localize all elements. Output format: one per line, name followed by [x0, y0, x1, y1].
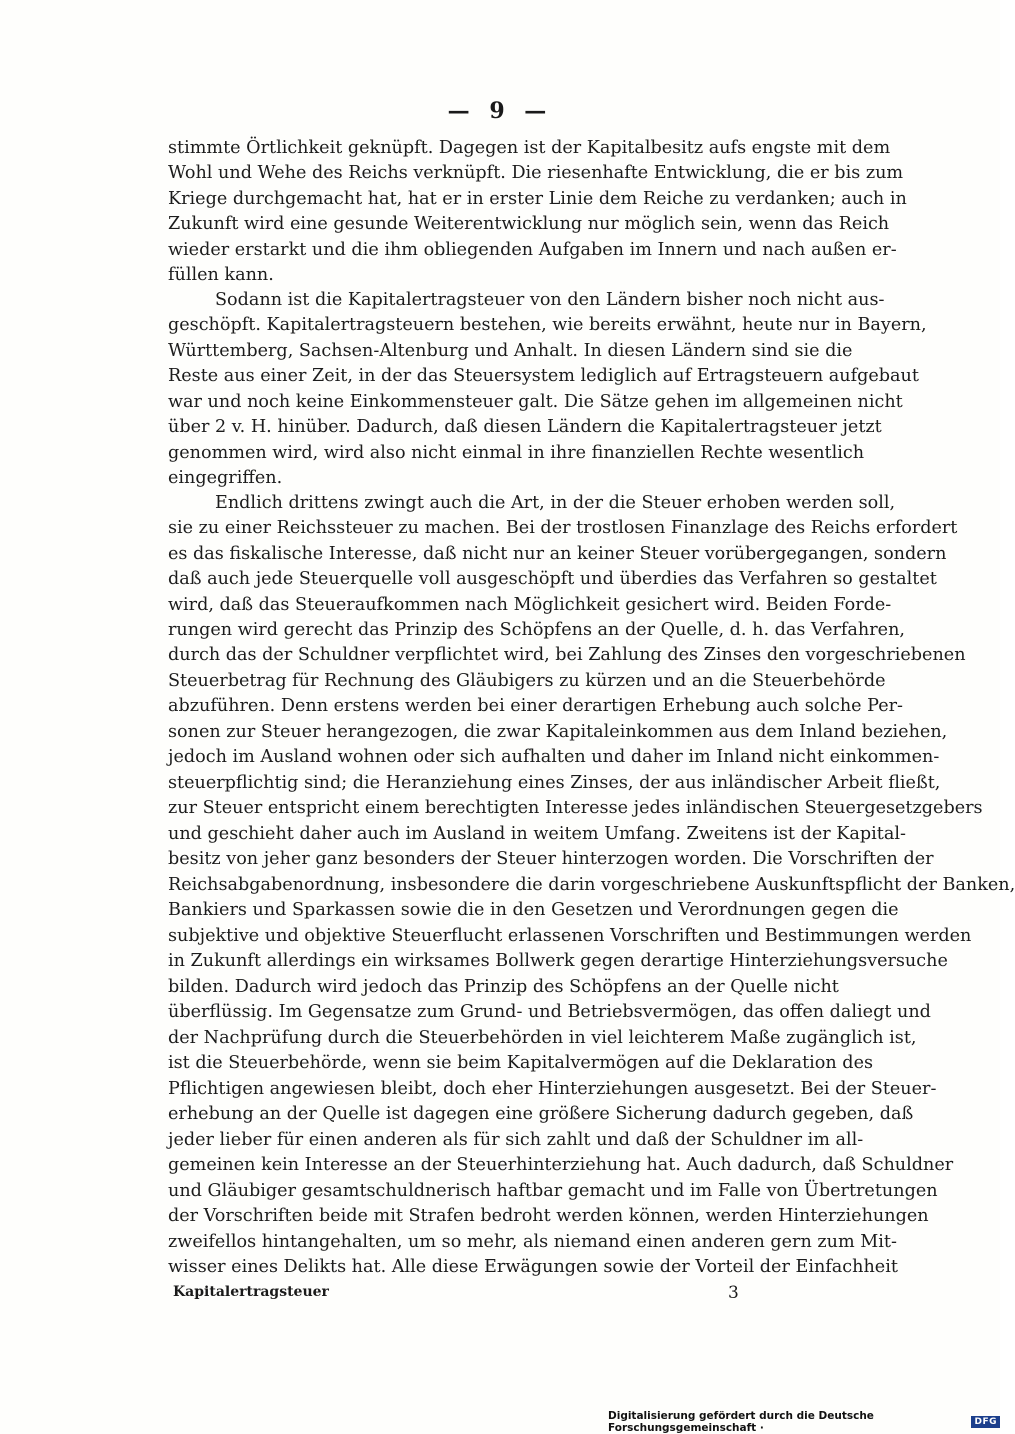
text-line: wieder erstarkt und die ihm obliegenden Aufgaben im Innern und nach außen er- — [168, 240, 897, 260]
text-line: über 2 v. H. hinüber. Dadurch, daß diesen Ländern die Kapitalertragsteuer jetzt — [168, 417, 882, 437]
text-line: sie zu einer Reichssteuer zu machen. Bei der trostlosen Finanzlage des Reichs erfordert — [168, 518, 958, 538]
text-line: geschöpft. Kapitalertragsteuern bestehen, wie bereits erwähnt, heute nur in Bayern, — [168, 315, 927, 335]
text-line: Steuerbetrag für Rechnung des Gläubigers zu kürzen und an die Steuerbehörde — [168, 671, 886, 691]
text-line: Württemberg, Sachsen-Altenburg und Anhalt. In diesen Ländern sind sie die — [168, 341, 853, 361]
text-line: und Gläubiger gesamtschuldnerisch haftbar gemacht und im Falle von Übertretungen — [168, 1181, 938, 1201]
text-line: steuerpflichtig sind; die Heranziehung eines Zinses, der aus inländischer Arbeit fließt, — [168, 773, 941, 793]
text-line: Wohl und Wehe des Reichs verknüpft. Die riesenhafte Entwicklung, die er bis zum — [168, 163, 904, 183]
text-line: es das fiskalische Interesse, daß nicht nur an keiner Steuer vorübergegangen, sondern — [168, 544, 947, 564]
text-line: Endlich drittens zwingt auch die Art, in der die Steuer erhoben werden soll, — [215, 493, 896, 513]
text-line: füllen kann. — [168, 265, 274, 285]
text-line: daß auch jede Steuerquelle voll ausgeschöpft und überdies das Verfahren so gestaltet — [168, 569, 937, 589]
text-line: gemeinen kein Interesse an der Steuerhinterziehung hat. Auch dadurch, daß Schuldner — [168, 1155, 954, 1175]
text-line: Zukunft wird eine gesunde Weiterentwicklung nur möglich sein, wenn das Reich — [168, 214, 890, 234]
footer-text: Digitalisierung gefördert durch die Deutsche Forschungsgemeinschaft · — [608, 1410, 874, 1434]
text-line: ist die Steuerbehörde, wenn sie beim Kapitalvermögen auf die Deklaration des — [168, 1053, 874, 1073]
text-line: Bankiers und Sparkassen sowie die in den Gesetzen und Verordnungen gegen die — [168, 900, 899, 920]
text-line: war und noch keine Einkommensteuer galt. Die Sätze gehen im allgemeinen nicht — [168, 392, 903, 412]
text-line: durch das der Schuldner verpflichtet wird, bei Zahlung des Zinses den vorgeschriebenen — [168, 645, 966, 665]
signature-number: 3 — [728, 1283, 739, 1303]
text-line: besitz von jeher ganz besonders der Steuer hinterzogen worden. Die Vorschriften der — [168, 849, 934, 869]
dfg-logo: DFG — [971, 1416, 1000, 1428]
text-line: wird, daß das Steueraufkommen nach Möglichkeit gesichert wird. Beiden Forde- — [168, 595, 892, 615]
text-line: in Zukunft allerdings ein wirksames Bollwerk gegen derartige Hinterziehungsversuche — [168, 951, 948, 971]
text-line: stimmte Örtlichkeit geknüpft. Dagegen ist der Kapitalbesitz aufs engste mit dem — [168, 138, 891, 158]
text-line: subjektive und objektive Steuerflucht erlassenen Vorschriften und Bestimmungen werden — [168, 926, 972, 946]
text-line: abzuführen. Denn erstens werden bei einer derartigen Erhebung auch solche Per- — [168, 696, 903, 716]
text-line: wisser eines Delikts hat. Alle diese Erwägungen sowie der Vorteil der Einfachheit — [168, 1257, 898, 1277]
text-line: Reste aus einer Zeit, in der das Steuersystem lediglich auf Ertragsteuern aufgebaut — [168, 366, 919, 386]
digitization-footer — [608, 1410, 1000, 1434]
text-line: überflüssig. Im Gegensatze zum Grund- und Betriebsvermögen, das offen daliegt und — [168, 1002, 931, 1022]
text-line: zur Steuer entspricht einem berechtigten Interesse jedes inländischen Steuergesetzgebers — [168, 798, 983, 818]
text-line: eingegriffen. — [168, 468, 283, 488]
text-line: zweifellos hintangehalten, um so mehr, als niemand einen anderen gern zum Mit- — [168, 1232, 897, 1252]
text-line: jedoch im Ausland wohnen oder sich aufhalten und daher im Inland nicht einkommen- — [168, 747, 940, 767]
text-line: der Vorschriften beide mit Strafen bedroht werden können, werden Hinterziehungen — [168, 1206, 929, 1226]
text-line: bilden. Dadurch wird jedoch das Prinzip des Schöpfens an der Quelle nicht — [168, 977, 839, 997]
text-line: Pflichtigen angewiesen bleibt, doch eher Hinterziehungen ausgesetzt. Bei der Steuer- — [168, 1079, 937, 1099]
text-line: der Nachprüfung durch die Steuerbehörden in viel leichterem Maße zugänglich ist, — [168, 1028, 917, 1048]
text-line: erhebung an der Quelle ist dagegen eine größere Sicherung dadurch gegeben, daß — [168, 1104, 914, 1124]
text-line: rungen wird gerecht das Prinzip des Schöpfens an der Quelle, d. h. das Verfahren, — [168, 620, 905, 640]
text-line: jeder lieber für einen anderen als für sich zahlt und daß der Schuldner im all- — [168, 1130, 864, 1150]
text-line: Kriege durchgemacht hat, hat er in erster Linie dem Reiche zu verdanken; auch in — [168, 189, 907, 209]
text-line: und geschieht daher auch im Ausland in weitem Umfang. Zweitens ist der Kapital- — [168, 824, 906, 844]
text-line: sonen zur Steuer herangezogen, die zwar Kapitaleinkommen aus dem Inland beziehen, — [168, 722, 948, 742]
text-line: Reichsabgabenordnung, insbesondere die darin vorgeschriebene Auskunftspflicht der Banken, — [168, 875, 1015, 895]
signature-title: Kapitalertragsteuer — [173, 1284, 329, 1300]
text-line: Sodann ist die Kapitalertragsteuer von den Ländern bisher noch nicht aus- — [215, 290, 885, 310]
page-number: — 9 — — [447, 98, 553, 124]
text-line: genommen wird, wird also nicht einmal in ihre finanziellen Rechte wesentlich — [168, 443, 865, 463]
